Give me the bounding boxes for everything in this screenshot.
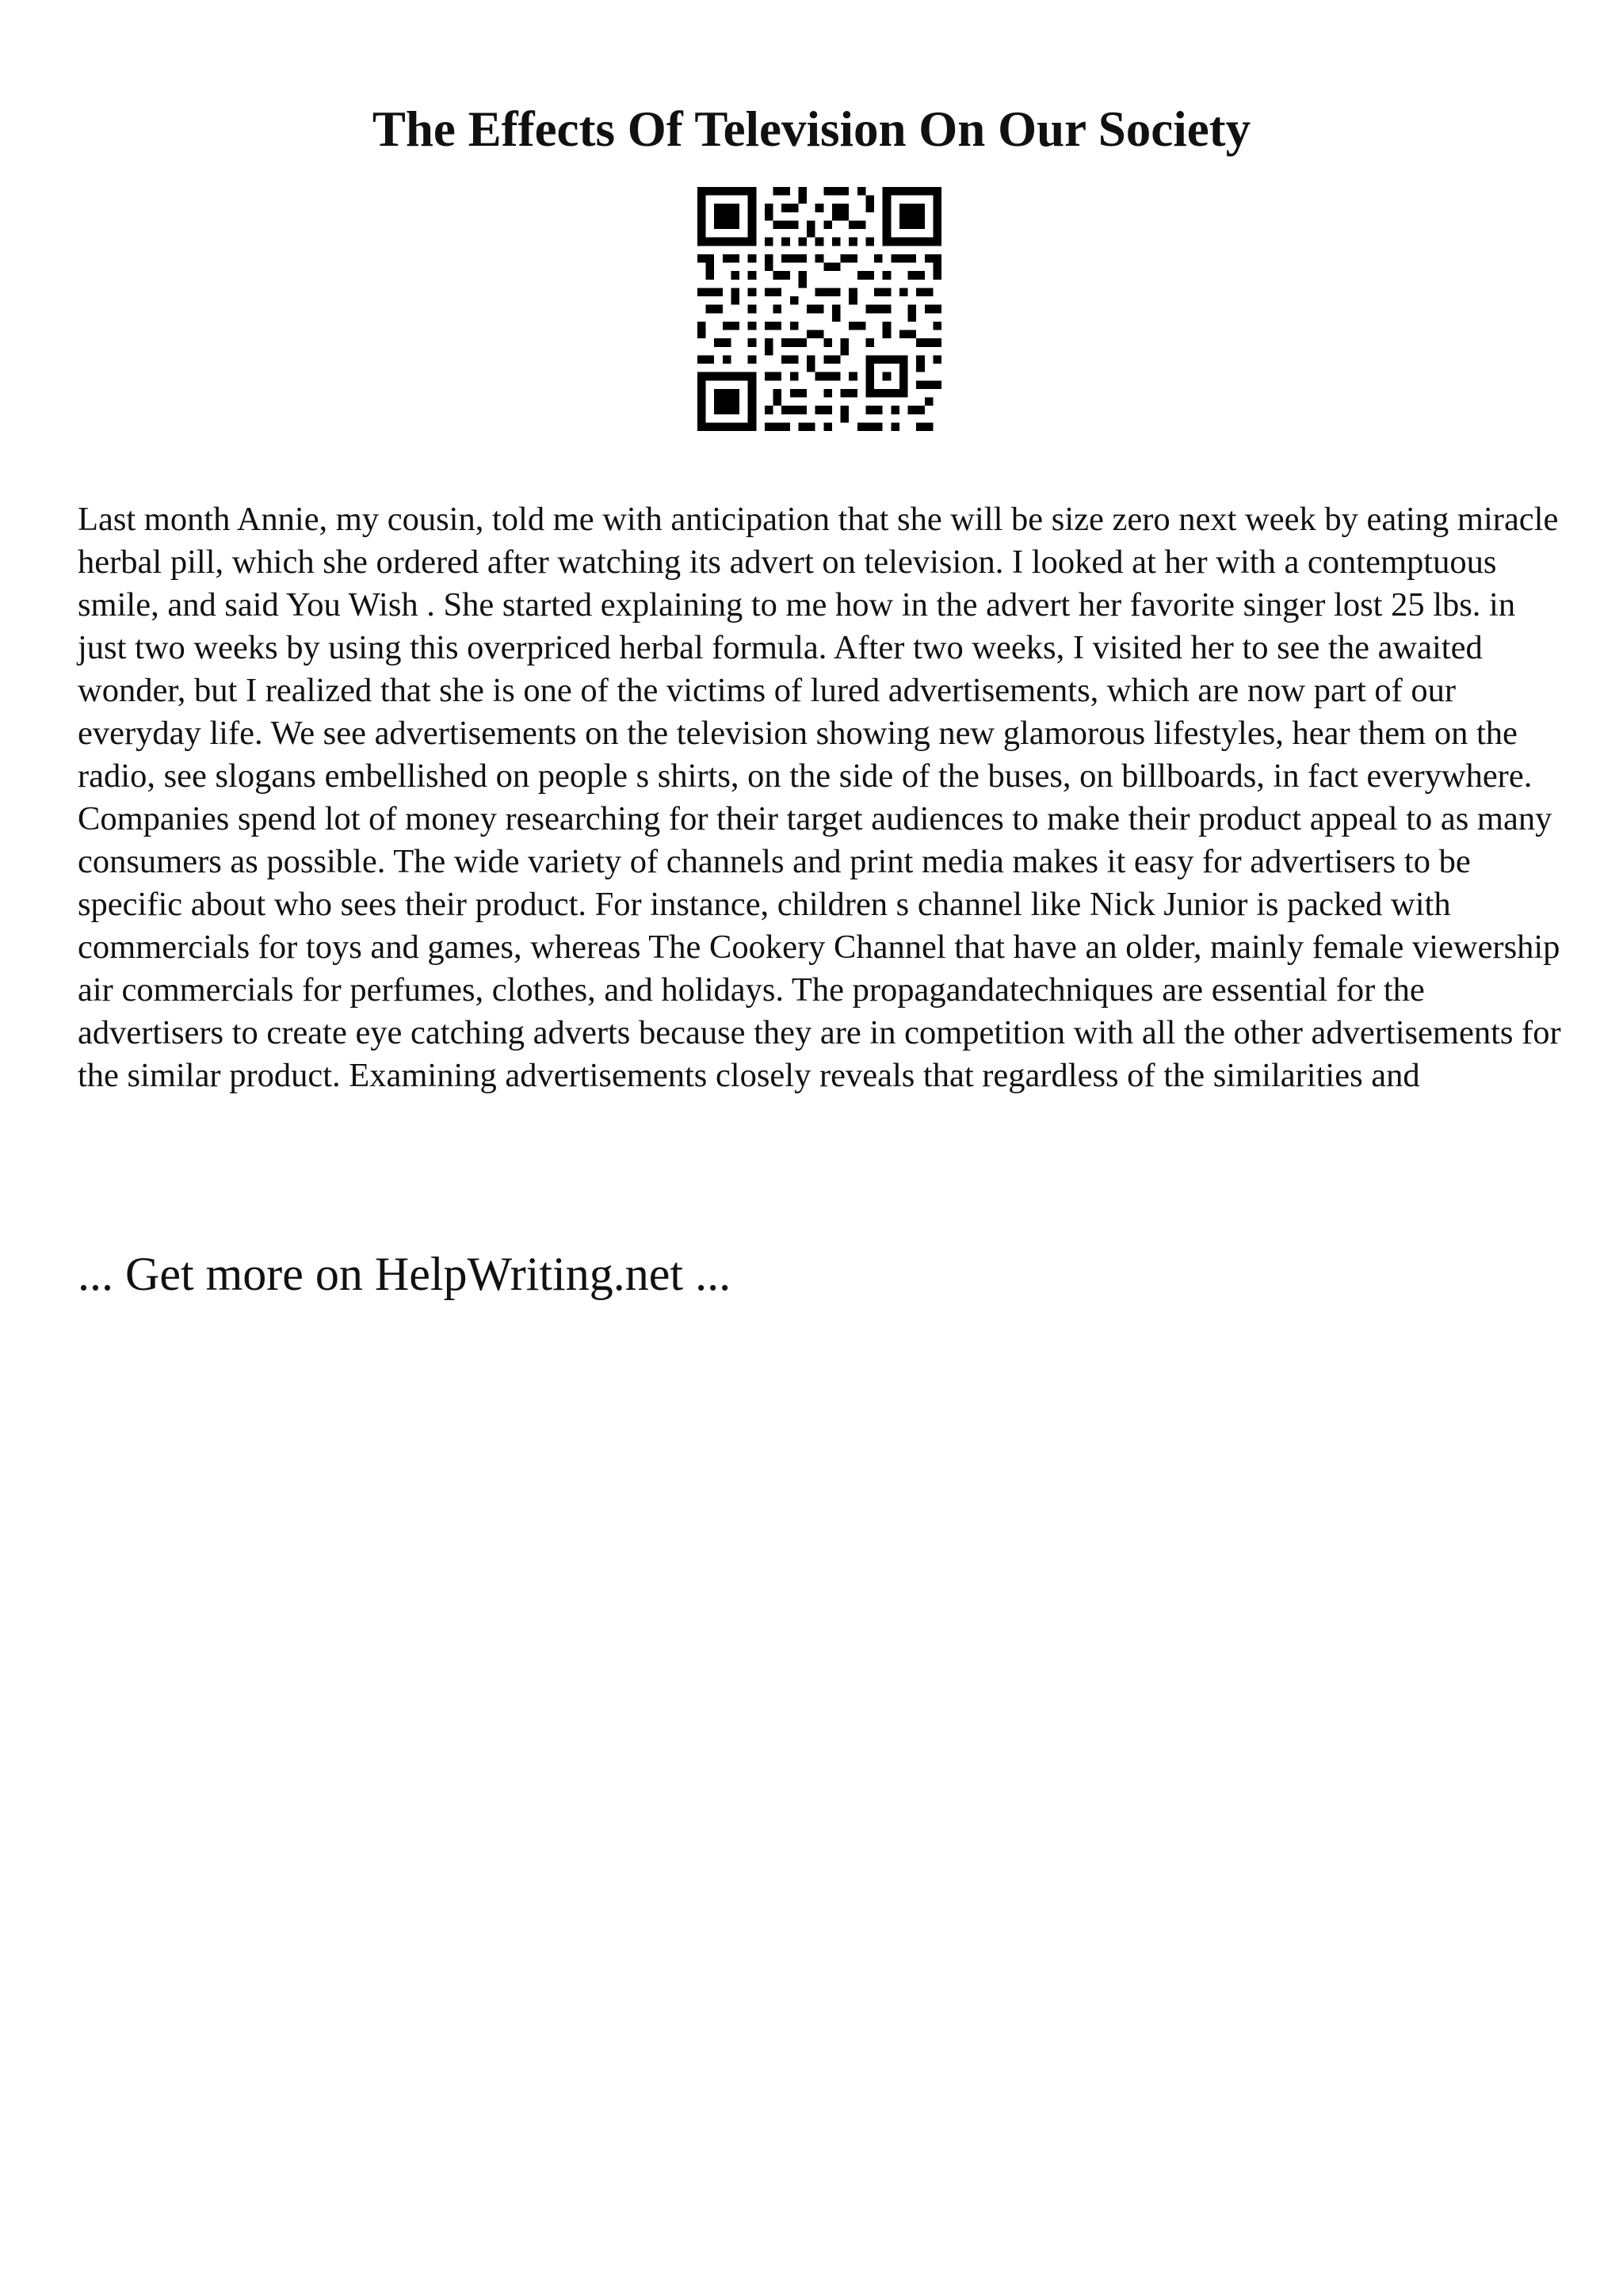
get-more-link[interactable]: ... Get more on HelpWriting.net ...	[78, 1248, 731, 1300]
essay-excerpt: Last month Annie, my cousin, told me with anticipation that she will be size zero next week by eating miracle herbal pill, which she ordered after watching its advert on television. I looked at her with a contemptuous smile, and said You Wish . She started explaining to me how in the advert her favorite singer lost 25 lbs. in just two weeks by using this overpriced herbal formula. After two weeks, I visited her to see the awaited wonder, but I realized that she is one of the victims of lured advertisements, which are now part of our everyday life. We see advertisements on the television showing new glamorous lifestyles, hear them on the radio, see slogans embellished on people s shirts, on the side of the buses, on billboards, in fact everywhere. Companies spend lot of money researching for their target audiences to make their product appeal to as many consumers as possible. The wide variety of channels and print media makes it easy for advertisers to be specific about who sees their product. For instance, children s channel like Nick Junior is packed with commercials for toys and games, whereas The Cookery Channel that have an older, mainly female viewership air commercials for perfumes, clothes, and holidays. The propagandatechniques are essential for the advertisers to create eye catching adverts because they are in competition with all the other advertisements for the similar product. Examining advertisements closely reveals that regardless of the similarities and	[78, 501, 1561, 1094]
qr-code-icon	[697, 187, 941, 431]
document-title: The Effects Of Television On Our Society	[372, 101, 1251, 157]
